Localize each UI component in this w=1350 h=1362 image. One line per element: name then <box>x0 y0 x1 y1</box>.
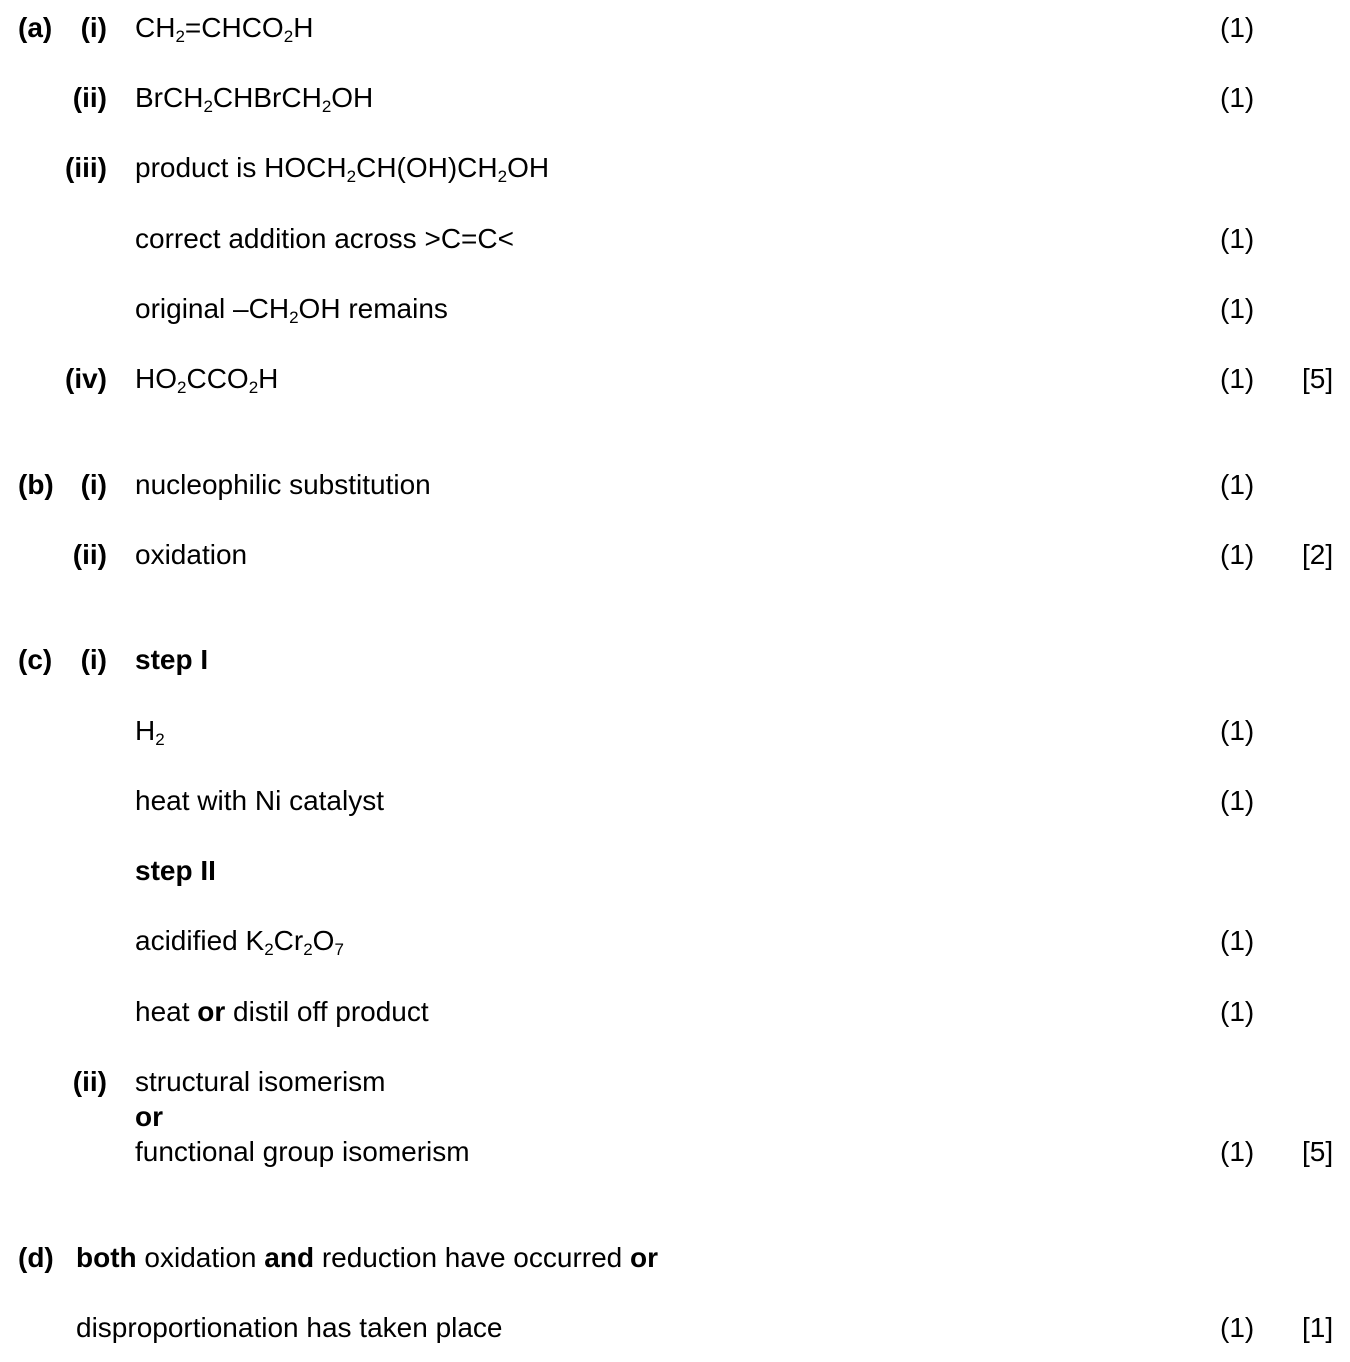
a-ii-row <box>0 78 1350 118</box>
a-iii-row-3 <box>0 289 1350 329</box>
c-step-1-heading: step I <box>135 644 209 675</box>
c-i-heat-row <box>0 992 1350 1032</box>
c-step-2-heading: step II <box>135 855 216 886</box>
part-a-label: (a) <box>18 12 53 43</box>
a-ii-label: (ii) <box>72 82 107 113</box>
a-ii-answer: BrCH$_2$CHBrCH$_2$OH <box>135 82 374 116</box>
c-ii-functional-row <box>0 1132 1350 1172</box>
c-ii-structural: structural isomerism <box>135 1066 386 1097</box>
b-ii-label: (ii) <box>72 539 107 570</box>
a-iii-row <box>0 148 1350 188</box>
a-i-label: (i) <box>80 12 107 43</box>
part-b-label: (b) <box>18 469 54 500</box>
c-ii-row <box>0 1062 1350 1102</box>
b-total: [2] <box>1302 539 1334 570</box>
a-iv-row <box>0 359 1350 399</box>
a-iii-row-2 <box>0 219 1350 259</box>
c-i-acid-mark: (1) <box>1220 925 1255 956</box>
c-ii-functional: functional group isomerism <box>135 1136 470 1167</box>
b-ii-row <box>0 535 1350 575</box>
c-i-ni-row <box>0 781 1350 821</box>
c-total: [5] <box>1302 1136 1334 1167</box>
d-answer-line-1: both oxidation and reduction have occurred or <box>76 1242 659 1273</box>
d-row <box>0 1238 1350 1278</box>
d-mark: (1) <box>1220 1312 1255 1343</box>
b-i-mark: (1) <box>1220 469 1255 500</box>
b-ii-answer: oxidation <box>135 539 248 570</box>
a-iii-remains: original $-CH_2OH$ remains <box>135 293 448 327</box>
c-ii-or-row <box>0 1097 1350 1137</box>
c-i-heat-mark: (1) <box>1220 996 1255 1027</box>
a-iii-label: (iii) <box>65 152 107 183</box>
a-iii-mark-2: (1) <box>1220 223 1255 254</box>
c-ii-or: or <box>135 1101 163 1132</box>
a-i-row <box>0 8 1350 48</box>
c-i-label: (i) <box>80 644 107 675</box>
c-i-heat-distil: heat or distil off product <box>135 996 429 1027</box>
d-row-2 <box>0 1308 1350 1348</box>
part-c-label: (c) <box>18 644 53 675</box>
c-ii-label: (ii) <box>72 1066 107 1097</box>
d-total: [1] <box>1302 1312 1334 1343</box>
c-i-acid-row <box>0 921 1350 961</box>
b-ii-mark: (1) <box>1220 539 1255 570</box>
a-iii-answer: product is $HOCH_2CH(OH)CH_2OH$ <box>135 152 550 186</box>
b-i-answer: nucleophilic substitution <box>135 469 431 500</box>
c-i-acidified: acidified $K_2Cr_2O_7$ <box>135 925 344 959</box>
c-i-heat-ni: heat with Ni catalyst <box>135 785 384 816</box>
a-iv-label: (iv) <box>65 363 107 394</box>
a-i-mark: (1) <box>1220 12 1255 43</box>
part-d-label: (d) <box>18 1242 54 1273</box>
c-i-h2-row <box>0 711 1350 751</box>
c-i-h2: $H_2$ <box>135 715 165 749</box>
b-i-label: (i) <box>80 469 107 500</box>
a-total: [5] <box>1302 363 1334 394</box>
c-ii-mark: (1) <box>1220 1136 1255 1167</box>
c-i-row <box>0 640 1350 680</box>
a-ii-mark: (1) <box>1220 82 1255 113</box>
b-i-row <box>0 465 1350 505</box>
a-iii-mark-3: (1) <box>1220 293 1255 324</box>
a-iii-addition: correct addition across >C=C< <box>135 223 514 254</box>
c-step-2-row <box>0 851 1350 891</box>
a-iv-answer: $HO_2CCO_2H$ <box>135 363 279 397</box>
c-i-ni-mark: (1) <box>1220 785 1255 816</box>
d-answer-line-2: disproportionation has taken place <box>76 1312 503 1343</box>
c-i-h2-mark: (1) <box>1220 715 1255 746</box>
a-iv-mark: (1) <box>1220 363 1255 394</box>
a-i-answer: $CH_2=CHCO_2H$ <box>135 12 314 46</box>
